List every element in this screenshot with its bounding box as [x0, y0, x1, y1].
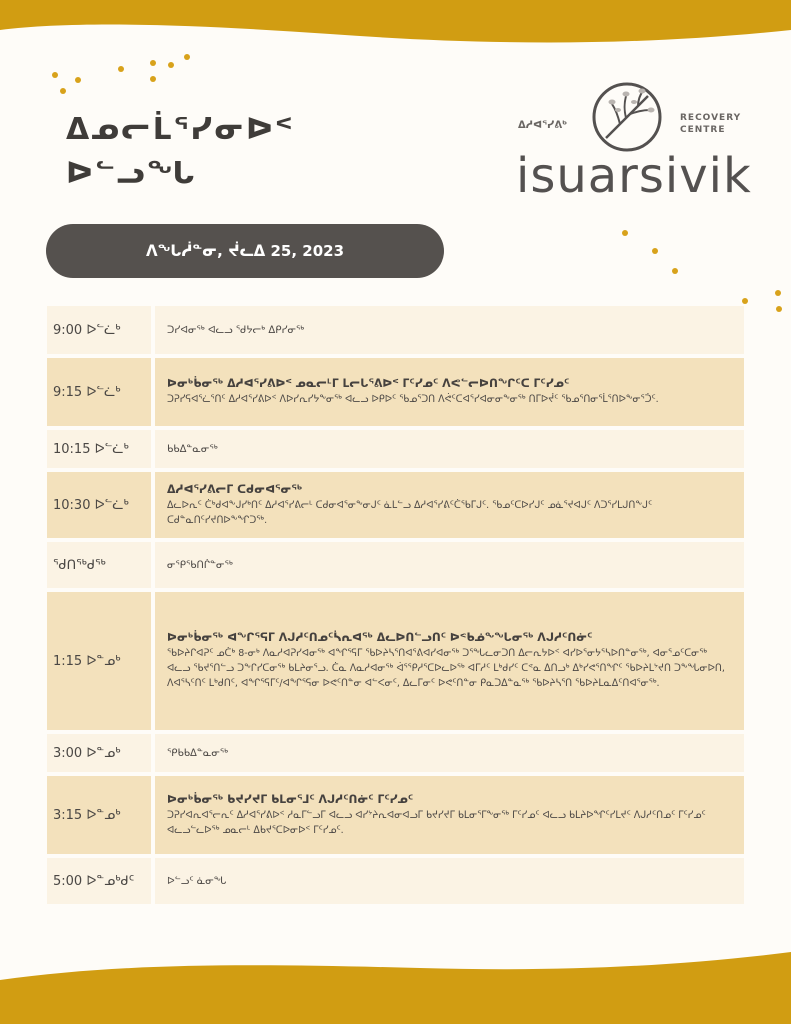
row-title: ᐃᓱᐊᕐᓯᕕᓕᒥ ᑕᑯᓂᐊᕐᓂᖅ — [167, 482, 303, 496]
row-time: 3:00 ᐅᓐᓄᒃ — [47, 734, 151, 772]
row-description — [155, 430, 744, 468]
row-description — [155, 358, 744, 426]
dot — [60, 88, 66, 94]
dot — [652, 248, 658, 254]
row-time: 1:15 ᐅᓐᓄᒃ — [47, 592, 151, 730]
schedule-row — [47, 306, 744, 354]
schedule-row — [47, 472, 744, 538]
row-body: ᐅᓪᓗᑦ ᓈᓂᖓ — [167, 875, 227, 887]
dot — [742, 298, 748, 304]
dot — [672, 268, 678, 274]
logo-recovery-centre — [680, 112, 741, 136]
dot — [776, 306, 782, 312]
schedule-row — [47, 734, 744, 772]
row-title: ᐅᓂᒃᑳᓂᖅ ᑲᔪᓯᔪᒥ ᑲᒪᓂᕐᒧᑦ ᐱᒍᓱᑦᑎᓃᑦ ᒥᑦᓯᓄᑦ — [167, 792, 414, 806]
bottom-wave — [0, 952, 791, 1024]
dot — [622, 230, 628, 236]
schedule-row — [47, 542, 744, 588]
schedule-table — [47, 306, 744, 908]
schedule-row — [47, 430, 744, 468]
row-time: 5:00 ᐅᓐᓄᒃᑯᑦ — [47, 858, 151, 904]
row-description — [155, 592, 744, 730]
schedule-row — [47, 358, 744, 426]
top-wave — [0, 0, 791, 60]
dot — [118, 66, 124, 72]
row-title: ᐅᓂᒃᑳᓂᖅ ᐃᓱᐊᕐᓯᕕᐅᑉ ᓄᓇᓕᒻᒥ ᒪᓕᒐᕐᕕᐅᑉ ᒥᑦᓯᓄᑦ ᐱᕙᓪᓕᐅᑎᖏᑦᑕ ᒥᑦᓯᓄᑦ — [167, 377, 570, 390]
row-description — [155, 858, 744, 904]
title-line-1: ᐃᓄᓕᒫᕐᓯᓂᐅᑉ — [66, 112, 295, 147]
row-time: 9:00 ᐅᓪᓛᒃ — [47, 306, 151, 354]
row-time: 10:15 ᐅᓪᓛᒃ — [47, 430, 151, 468]
dot — [150, 76, 156, 82]
row-body: ᐃᓚᐅᕆᑦ ᑖᒃᑯᐊᖕᒍᓯᒃᑎᑦ ᐃᓱᐊᕐᓯᕕᓕᒻ ᑕᑯᓂᐊᕐᓂᖕᓂᒍᑦ ᓈᒪᓪᓗ ᐃᓱᐊᕐᓯᕕᑦᑖᕐᑲᒥᒍᑦ. ᖃᓄᑦᑕᐅᓯᒍᑦ ᓄᓈᕐᔪᐊᒍᑦ ᐱᑐᕐᓯᒪᒍᑎᖕᒍᑦ ᑕᑯᓐᓇᑎᑦᓯᔪᑎᐅᖕᖏᑐᖅ. — [167, 499, 653, 526]
row-time: ᖁᑎᖅᑯᖅ — [47, 542, 151, 588]
row-body: ᑲᑲᐃᓐᓇᓂᖅ — [167, 443, 218, 455]
logo-recovery-text: RECOVERY — [680, 113, 742, 123]
row-description — [155, 734, 744, 772]
row-description — [155, 306, 744, 354]
row-body: ᑐᓯᐊᓂᖅ ᐊᓚᓗ ᖁᔭᓕᒃ ᐃᑭᓯᓂᖅ — [167, 324, 305, 336]
logo-syllabics: ᐃᓱᐊᕐᓯᕕᒃ — [518, 120, 568, 131]
dot — [184, 54, 190, 60]
logo-centre-text: CENTRE — [680, 125, 726, 135]
row-body: ᑐᕈᓯᕋᐊᕐᓛᕐᑎᑦ ᐃᓱᐊᕐᓯᕕᐅᑉ ᐱᐅᓯᕆᓯᔭᖕᓂᖅ ᐊᓚᓗ ᐅᑭᐅᑦ ᖃᓄᕐᑐᑎ ᐱᕚᑦᑕᐊᕐᓯᐊᓂᓂᖕᓂᖅ ᑎᒥᐅᔫᑦ ᖃᓄᕐᑎᓂᕐᒫᕐᑎᐅᖕᓂᕐᑑᑦ. — [167, 394, 659, 405]
schedule-row — [47, 776, 744, 854]
schedule-row — [47, 592, 744, 730]
page-title — [66, 108, 294, 196]
row-description — [155, 472, 744, 538]
row-body: ᑐᕈᓯᐊᕆᐊᕐᓕᕆᑦ ᐃᓱᐊᕐᓯᕕᐅᑉ ᓱᓇᒥᓪᓗᒥ ᐊᓚᓗ ᐊᓯᔾᔨᕆᐊᓂᐊᓗᒥ ᑲᔪᓯᔪᒥ ᑲᒪᓂᕐᒥᖕᓂᖅ ᒥᑦᓯᓄᑦ ᐊᓚᓗ ᑲᒪᔨᐅᖏᑦᓯᒪᔪᑦ ᐱᒍᓱᑦᑎᓄᑦ ᒥᑦᓯᓄᑦ ᐊᓚᓗᓪᓚᐅᖅ ᓄᓇᓕᒻ ᐃᑲᔪᕐᑕᐅᓂᐅᑉ ᒥᑦᓯᓄᑦ. — [167, 809, 706, 836]
logo-wordmark: isuarsivik — [516, 148, 752, 204]
row-time: 9:15 ᐅᓪᓛᒃ — [47, 358, 151, 426]
row-time: 3:15 ᐅᓐᓄᒃ — [47, 776, 151, 854]
row-body: ᖃᐅᔨᒋᐊᕈᑦ ᓄᑖᒃ 8-ᓂᒃ ᐱᓇᓱᐊᕈᓯᐊᓂᖅ ᐊᖏᕐᕋᒥ ᖃᐅᔨᓴᕐᑎᐊᕐᕕᐊᓯᐊᓂᖅ ᑐᕐᖓᓚᓂᑐᑎ ᐃᓕᕆᔭᐅᑉ ᐊᓯᐅᕐᓂᔭᕐᓴᐅᑎᓐᓂᖅ, ᐊᓂᕐᓄᑦᑕᓂᖅ ᐊᓚᓗ ᖃᔪᕐᑎᓪᓗ ᑐᖕᒋᓯᑕᓂᖅ ᑲᒪᔨᓂᕐᓗ. ᑖᓇ ᐱᓇᓱᐊᓂᖅ ᐋᕐᕿᓱᕐᑕᐅᓚᐅᖅ ᐊᒥᓱᑦ ᒪᒃᑯᓯᑦ ᑕᕝᓇ ᐃᑎᓗᒃ ᐃᒃᓯᕙᕐᑎᖏᑦ ᖃᐅᔨᒪᔾᔪᑎ ᑐᖕᖓᓂᐅᑎ, ᐱᐊᕐᓴᑦᑎᑦ ᒪᒃᑯᑎᑦ, ᐊᖏᕐᕋᒥᑦ/ᐊᖏᕐᕋᓂ ᐅᕙᑦᑎᓐᓂ ᐊᓪᐸᓂᑦ, ᐃᓚᒥᓂᑦ ᐅᕙᑦᑎᓐᓂ ᑭᓇᑐᐃᓐᓇᖅ ᖃᐅᔨᓴᕐᑎ ᖃᐅᔨᒪᓇᐃᑦᑎᐊᕐᓂᖅ. — [167, 648, 725, 689]
dot — [52, 72, 58, 78]
date-banner: ᐱᖓᓲᓐᓂ, ᔫᓚᐃ 25, 2023 — [46, 224, 444, 278]
dot — [775, 290, 781, 296]
row-description — [155, 776, 744, 854]
dot — [168, 62, 174, 68]
row-description — [155, 542, 744, 588]
row-body: ᕿᑲᑲᐃᓐᓇᓂᖅ — [167, 747, 229, 759]
dot — [75, 77, 81, 83]
row-time: 10:30 ᐅᓪᓛᒃ — [47, 472, 151, 538]
schedule-row — [47, 858, 744, 904]
row-body: ᓂᕿᖃᑎᒌᓐᓂᖅ — [167, 559, 233, 571]
title-line-2: ᐅᓪᓗᖓ — [66, 156, 197, 191]
row-title: ᐅᓂᒃᑳᓂᖅ ᐊᖏᕐᕋᒥ ᐱᒍᓱᑦᑎᓄᑦᓵᕆᐊᖅ ᐃᓚᐅᑎᓪᓗᑎᑦ ᐅᕝᑲᓅᖕᖓᓂᖅ ᐱᒍᓱᑦᑎᓃᑦ — [167, 631, 593, 644]
dot — [150, 60, 156, 66]
branch-logo-icon — [590, 80, 664, 154]
